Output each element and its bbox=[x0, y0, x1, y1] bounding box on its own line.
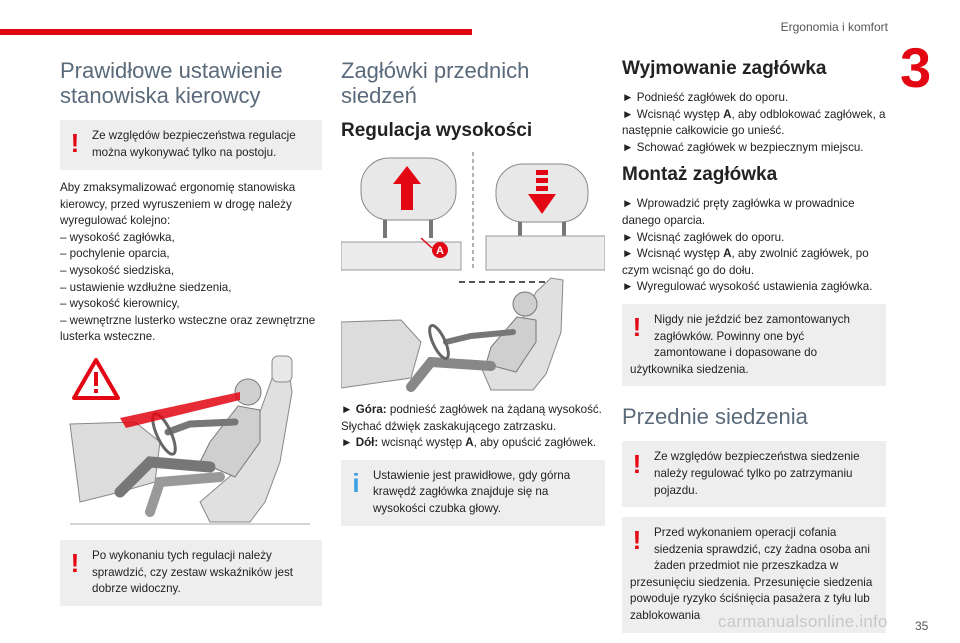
headrest-height-illustration bbox=[341, 152, 605, 394]
headrests-title: Zagłówki przednich siedzeń bbox=[341, 58, 530, 108]
driver-position-title: Prawidłowe ustawienie stanowiska kierowcy bbox=[60, 58, 283, 108]
mount-title: Montaż zagłówka bbox=[622, 164, 778, 186]
front-seats-title: Przednie siedzenia bbox=[622, 404, 808, 430]
column-headrests bbox=[341, 58, 605, 536]
down-text: wcisnąć występ bbox=[381, 436, 463, 450]
down-label: Dół: bbox=[355, 436, 379, 450]
bullet-icon: ► bbox=[341, 403, 353, 416]
info-icon: i bbox=[352, 467, 360, 498]
warning-text: Po wykonaniu tych regulacji należy sprawdzić, czy zestaw wskaźników jest dobrze widoczny. bbox=[92, 548, 294, 596]
mount-step: Wcisnąć zagłówek do oporu. bbox=[636, 230, 785, 244]
mount-step: Wprowadzić pręty zagłówka w prowadnice danego oparcia. bbox=[622, 197, 855, 227]
section-title: Ergonomia i komfort bbox=[780, 20, 888, 34]
warning-note bbox=[622, 304, 886, 386]
bullet-icon: ► bbox=[622, 140, 634, 154]
list-item: – wewnętrzne lusterko wsteczne oraz zewnętrzne lusterka wsteczne. bbox=[60, 313, 316, 344]
info-note bbox=[341, 460, 605, 526]
warning-icon: ! bbox=[70, 128, 80, 158]
bullet-icon: ► bbox=[622, 230, 634, 244]
column-removal bbox=[622, 58, 886, 643]
bullet-icon: ► bbox=[622, 247, 634, 261]
up-instruction bbox=[341, 402, 605, 452]
chapter-number: 3 bbox=[900, 36, 932, 99]
column-driver-position bbox=[60, 58, 322, 616]
mount-step-bold: A bbox=[723, 247, 732, 261]
warning-text: Nigdy nie jeździć bez zamontowanych zagłówków. Powinny one być zamontowane i dopasowane do użytkownika siedzenia. bbox=[630, 312, 850, 376]
removal-step: Schować zagłówek w bezpiecznym miejscu. bbox=[636, 140, 864, 154]
warning-note bbox=[622, 441, 886, 507]
warning-text: Ze względów bezpieczeństwa regulacje można wykonywać tylko na postoju. bbox=[92, 129, 296, 159]
warning-note bbox=[60, 120, 322, 170]
intro-text: Aby zmaksymalizować ergonomię stanowiska kierowcy, przed wyruszeniem w drogę należy wyregulować kolejno: bbox=[60, 181, 296, 228]
warning-note bbox=[60, 540, 322, 606]
list-item: – wysokość zagłówka, bbox=[60, 230, 175, 244]
height-adjust-title: Regulacja wysokości bbox=[341, 120, 533, 141]
removal-step: Podnieść zagłówek do oporu. bbox=[636, 91, 789, 104]
removal-step-bold: A bbox=[723, 107, 732, 121]
bullet-icon: ► bbox=[622, 280, 634, 294]
warning-triangle-icon bbox=[74, 360, 118, 398]
mount-step: Wcisnąć występ bbox=[636, 247, 720, 261]
header-red-bar bbox=[0, 29, 472, 35]
warning-text: Ze względów bezpieczeństwa siedzenie należy regulować tylko po zatrzymaniu pojazdu. bbox=[654, 450, 860, 497]
list-item: – wysokość kierownicy, bbox=[60, 297, 180, 311]
mount-step: Wyregulować wysokość ustawienia zagłówka. bbox=[636, 280, 873, 294]
page-number: 35 bbox=[915, 619, 929, 633]
watermark: carmanualsonline.info bbox=[718, 612, 888, 631]
list-item: – pochylenie oparcia, bbox=[60, 247, 170, 261]
warning-text: Przed wykonaniem operacji cofania siedzenia sprawdzić, czy żadna osoba ani żaden przedmiot nie przeszkadza w przesunięciu siedzenia. Przesunięcie siedzenia powoduje ryzyko ściśnięcia pasażera z tyłu lub zablokowania bbox=[630, 526, 873, 623]
removal-step: , aby odblokować zagłówek, a następnie całkowicie go unieść. bbox=[622, 107, 886, 138]
info-text: Ustawienie jest prawidłowe, gdy górna krawędź zagłówka znajduje się na wysokości czubka głowy. bbox=[373, 468, 571, 515]
list-item: – wysokość siedziska, bbox=[60, 263, 175, 277]
bullet-icon: ► bbox=[622, 107, 634, 121]
removal-step: Wcisnąć występ bbox=[636, 107, 720, 121]
removal-title: Wyjmowanie zagłówka bbox=[622, 58, 827, 79]
up-text: podnieść zagłówek na żądaną wysokość. Słychać dźwięk zaskakującego zatrzasku. bbox=[341, 403, 602, 433]
down-bold: A bbox=[465, 436, 474, 450]
warning-icon: ! bbox=[632, 525, 642, 556]
removal-steps bbox=[622, 90, 886, 156]
adjust-list bbox=[60, 230, 322, 346]
warning-icon: ! bbox=[632, 311, 642, 342]
bullet-icon: ► bbox=[341, 436, 353, 450]
label-a: A bbox=[436, 245, 444, 257]
warning-icon: ! bbox=[70, 547, 80, 578]
up-label: Góra: bbox=[355, 403, 387, 416]
bullet-icon: ► bbox=[622, 91, 634, 104]
driver-position-illustration bbox=[60, 352, 322, 532]
mount-step: , aby zwolnić zagłówek, po czym wcisnąć go do dołu. bbox=[622, 247, 869, 277]
bullet-icon: ► bbox=[622, 197, 634, 211]
list-item: – ustawienie wzdłużne siedzenia, bbox=[60, 280, 232, 294]
down-text-end: , aby opuścić zagłówek. bbox=[473, 436, 597, 450]
mount-steps bbox=[622, 196, 886, 296]
warning-icon: ! bbox=[632, 449, 642, 480]
